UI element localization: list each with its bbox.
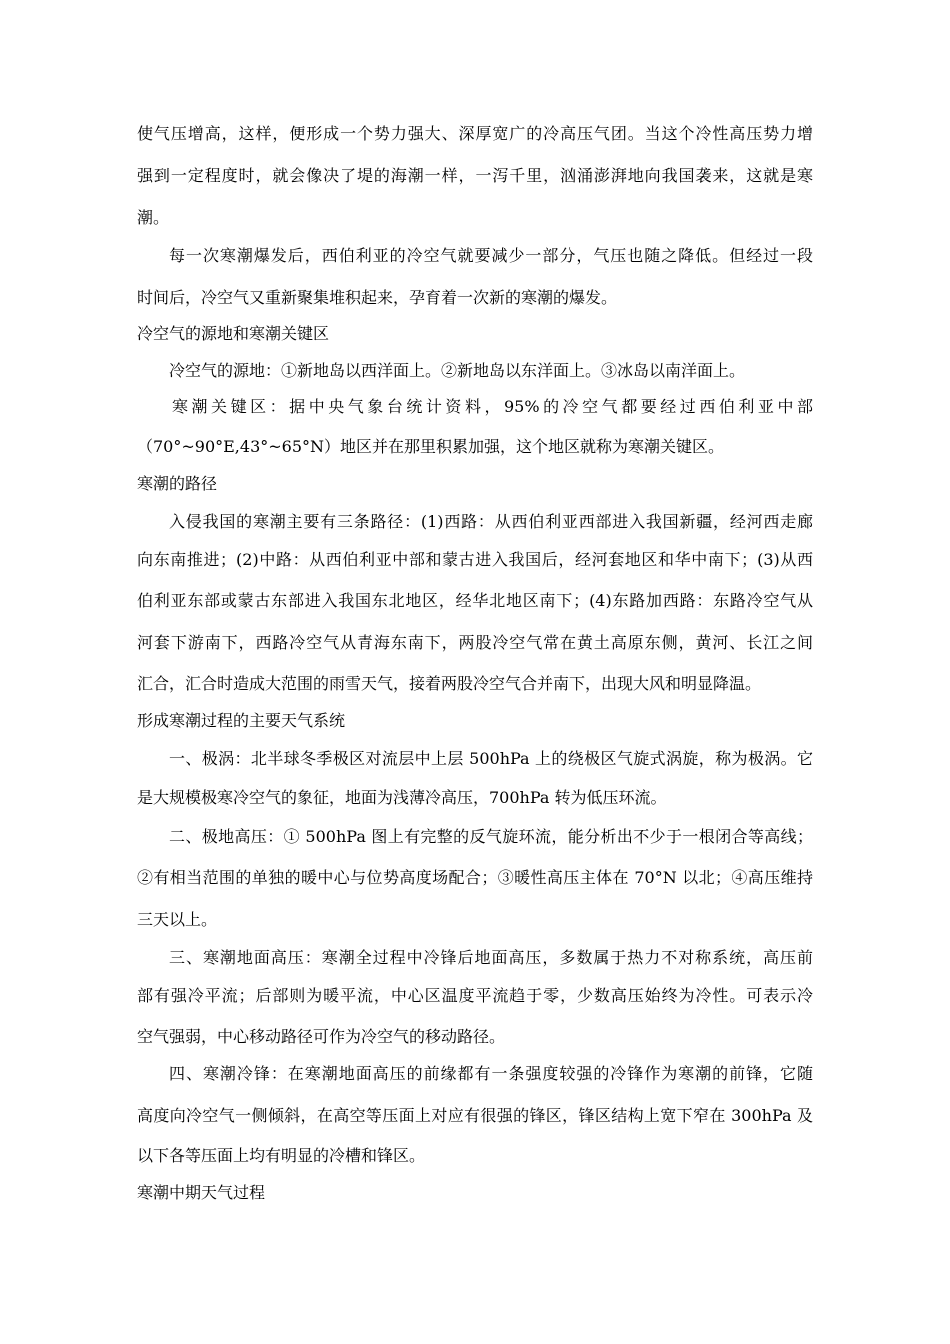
section-heading: 寒潮的路径	[137, 474, 218, 493]
paragraph-line: 以下各等压面上均有明显的冷槽和锋区。	[137, 1146, 426, 1165]
paragraph-line: 向东南推进；(2)中路：从西伯利亚中部和蒙古进入我国后，经河套地区和华中南下；(3)从西	[137, 550, 813, 569]
paragraph-line: 河套下游南下，西路冷空气从青海东南下，两股冷空气常在黄土高原东侧，黄河、长江之间	[137, 633, 813, 652]
paragraph-line: 一、极涡：北半球冬季极区对流层中上层 500hPa 上的绕极区气旋式涡旋，称为极涡。它	[169, 749, 813, 768]
paragraph-line: 潮。	[137, 208, 170, 227]
paragraph-line: 是大规模极寒冷空气的象征，地面为浅薄冷高压，700hPa 转为低压环流。	[137, 788, 667, 807]
section-heading: 冷空气的源地和寒潮关键区	[137, 324, 330, 343]
paragraph-line: 每一次寒潮爆发后，西伯利亚的冷空气就要减少一部分，气压也随之降低。但经过一段	[169, 246, 813, 265]
paragraph-line: 二、极地高压：① 500hPa 图上有完整的反气旋环流，能分析出不少于一根闭合等高线；	[169, 827, 813, 846]
paragraph-line: 使气压增高，这样，便形成一个势力强大、深厚宽广的冷高压气团。当这个冷性高压势力增	[137, 124, 813, 143]
paragraph-line: 四、寒潮冷锋：在寒潮地面高压的前缘都有一条强度较强的冷锋作为寒潮的前锋，它随	[169, 1064, 813, 1083]
paragraph-line: 部有强冷平流；后部则为暖平流，中心区温度平流趋于零，少数高压始终为冷性。可表示冷	[137, 986, 813, 1005]
paragraph-line: 空气强弱，中心移动路径可作为冷空气的移动路径。	[137, 1027, 506, 1046]
paragraph-line: 高度向冷空气一侧倾斜，在高空等压面上对应有很强的锋区，锋区结构上宽下窄在 300hPa 及	[137, 1106, 813, 1125]
section-heading: 寒潮中期天气过程	[137, 1183, 266, 1202]
paragraph-line: 入侵我国的寒潮主要有三条路径：(1)西路：从西伯利亚西部进入我国新疆，经河西走廊	[169, 512, 813, 531]
paragraph-line: 三、寒潮地面高压：寒潮全过程中冷锋后地面高压，多数属于热力不对称系统，高压前	[169, 948, 813, 967]
paragraph-line: 寒潮关键区：据中央气象台统计资料，95%的冷空气都要经过西伯利亚中部	[172, 397, 813, 416]
paragraph-line: 伯利亚东部或蒙古东部进入我国东北地区，经华北地区南下；(4)东路加西路：东路冷空气从	[137, 591, 813, 610]
paragraph-line: 汇合，汇合时造成大范围的雨雪天气，接着两股冷空气合并南下，出现大风和明显降温。	[137, 674, 762, 693]
paragraph-line: 强到一定程度时，就会像决了堤的海潮一样，一泻千里，汹涌澎湃地向我国袭来，这就是寒	[137, 166, 813, 185]
paragraph-line: ②有相当范围的单独的暖中心与位势高度场配合；③暖性高压主体在 70°N 以北；④高压维持	[137, 868, 813, 887]
paragraph-line: 三天以上。	[137, 910, 218, 929]
paragraph-line: 时间后，冷空气又重新聚集堆积起来，孕育着一次新的寒潮的爆发。	[137, 288, 618, 307]
paragraph-line: （70°~90°E,43°~65°N）地区并在那里积累加强，这个地区就称为寒潮关键区。	[137, 437, 725, 456]
section-heading: 形成寒潮过程的主要天气系统	[137, 711, 346, 730]
paragraph-line: 冷空气的源地：①新地岛以西洋面上。②新地岛以东洋面上。③冰岛以南洋面上。	[169, 361, 746, 380]
